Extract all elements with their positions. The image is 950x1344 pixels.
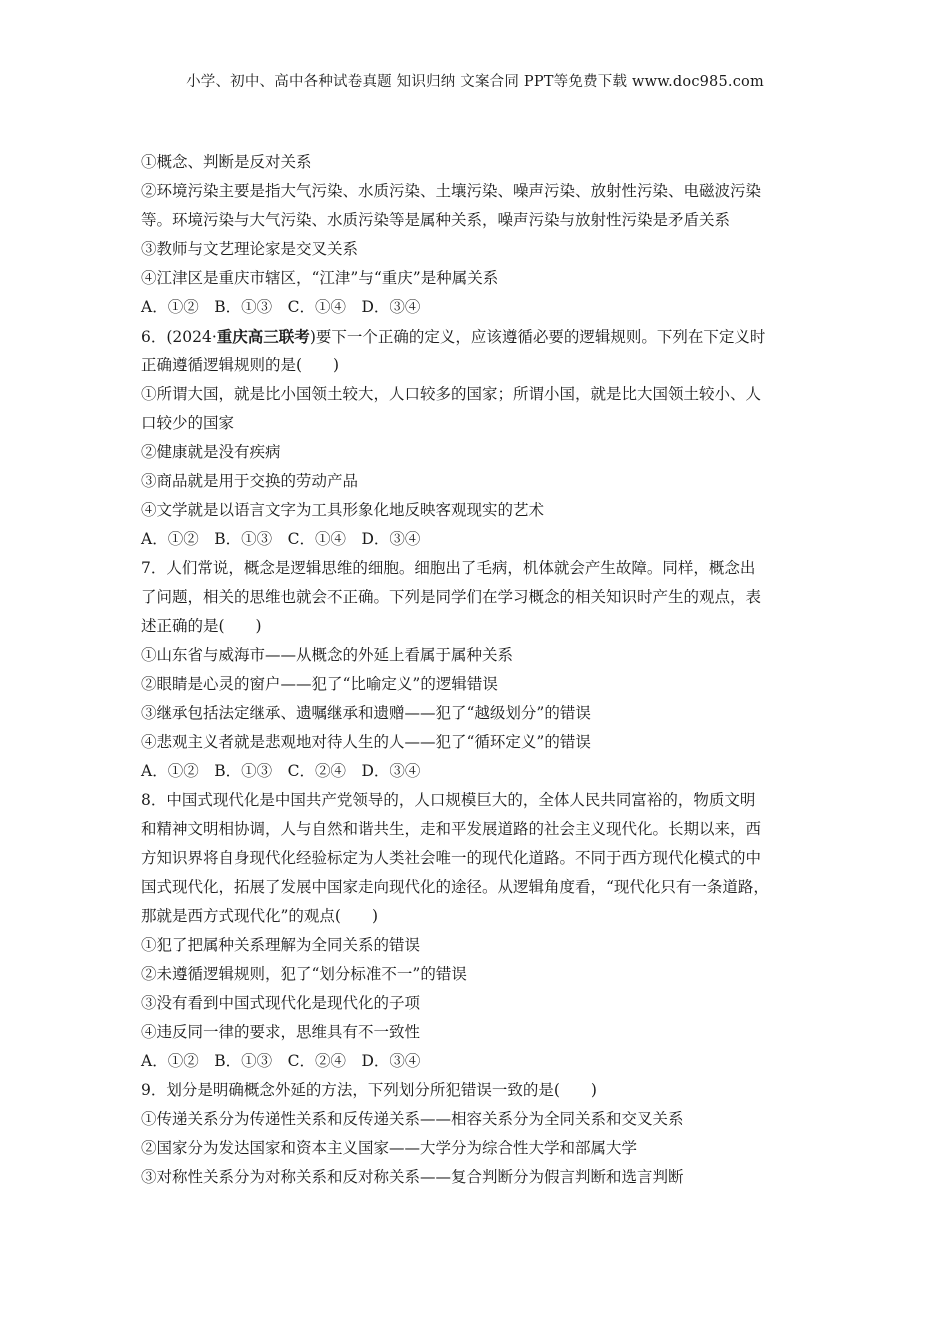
q7-option-2: ②眼睛是心灵的窗户——犯了“比喻定义”的逻辑错误 (141, 675, 498, 693)
q8-option-1: ①犯了把属种关系理解为全同关系的错误 (141, 936, 421, 954)
q6-option-2: ②健康就是没有疾病 (141, 443, 281, 461)
q7-option-3: ③继承包括法定继承、遗嘱继承和遗赠——犯了“越级划分”的错误 (141, 704, 591, 722)
q8-option-3: ③没有看到中国式现代化是现代化的子项 (141, 994, 421, 1012)
q6-choices: A．①② B．①③ C．①④ D．③④ (141, 530, 421, 548)
q6-option-1-line2: 口较少的国家 (141, 414, 235, 432)
q8-stem-line1: 8．中国式现代化是中国共产党领导的，人口规模巨大的，全体人民共同富裕的，物质文明 (141, 791, 756, 809)
q8-stem-line2: 和精神文明相协调，人与自然和谐共生，走和平发展道路的社会主义现代化。长期以来，西 (141, 820, 762, 838)
q9-option-1: ①传递关系分为传递性关系和反传递关系——相容关系分为全同关系和交叉关系 (141, 1110, 684, 1128)
q8-stem-line3: 方知识界将自身现代化经验标定为人类社会唯一的现代化道路。不同于西方现代化模式的中 (141, 849, 762, 867)
q7-option-4: ④悲观主义者就是悲观地对待人生的人——犯了“循环定义”的错误 (141, 733, 591, 751)
q7-choices: A．①② B．①③ C．②④ D．③④ (141, 762, 421, 780)
q5-option-2-line2: 等。环境污染与大气污染、水质污染等是属种关系，噪声污染与放射性污染是矛盾关系 (141, 211, 731, 229)
q6-stem-line2: 正确遵循逻辑规则的是( ) (141, 356, 340, 374)
q5-option-4: ④江津区是重庆市辖区，“江津”与“重庆”是种属关系 (141, 269, 499, 287)
q6-option-3: ③商品就是用于交换的劳动产品 (141, 472, 359, 490)
q9-option-3: ③对称性关系分为对称关系和反对称关系——复合判断分为假言判断和选言判断 (141, 1168, 684, 1186)
question-content (141, 148, 826, 1192)
q8-stem-line5: 那就是西方式现代化”的观点( ) (141, 907, 379, 925)
q7-stem-line3: 述正确的是( ) (141, 617, 262, 635)
q8-stem-line4: 国式现代化，拓展了发展中国家走向现代化的途径。从逻辑角度看，“现代化只有一条道路， (141, 878, 769, 896)
q7-stem-line1: 7．人们常说，概念是逻辑思维的细胞。细胞出了毛病，机体就会产生故障。同样，概念出 (141, 559, 756, 577)
q6-stem-a: )要下一个正确的定义，应该遵循必要的逻辑规则。下列在下定义时 (309, 328, 766, 346)
q6-stem-line1 (141, 322, 826, 351)
q8-choices: A．①② B．①③ C．②④ D．③④ (141, 1052, 421, 1070)
q6-option-4: ④文学就是以语言文字为工具形象化地反映客观现实的艺术 (141, 501, 545, 519)
q9-stem: 9．划分是明确概念外延的方法，下列划分所犯错误一致的是( ) (141, 1081, 597, 1099)
q5-choices: A．①② B．①③ C．①④ D．③④ (141, 298, 421, 316)
q9-option-2: ②国家分为发达国家和资本主义国家——大学分为综合性大学和部属大学 (141, 1139, 638, 1157)
q5-option-3: ③教师与文艺理论家是交叉关系 (141, 240, 359, 258)
q6-option-1-line1: ①所谓大国，就是比小国领土较大，人口较多的国家；所谓小国，就是比大国领土较小、人 (141, 385, 762, 403)
q6-number: 6．(2024· (141, 328, 217, 346)
q7-option-1: ①山东省与威海市——从概念的外延上看属于属种关系 (141, 646, 514, 664)
q5-option-2-line1: ②环境污染主要是指大气污染、水质污染、土壤污染、噪声污染、放射性污染、电磁波污染 (141, 182, 762, 200)
q8-option-2: ②未遵循逻辑规则，犯了“划分标准不一”的错误 (141, 965, 467, 983)
q5-option-1: ①概念、判断是反对关系 (141, 153, 312, 171)
page-header: 小学、初中、高中各种试卷真题 知识归纳 文案合同 PPT等免费下载 www.doc985.com (186, 74, 764, 90)
q6-source: 重庆高三联考 (216, 327, 310, 346)
q7-stem-line2: 了问题，相关的思维也就会不正确。下列是同学们在学习概念的相关知识时产生的观点，表 (141, 588, 762, 606)
q8-option-4: ④违反同一律的要求，思维具有不一致性 (141, 1023, 421, 1041)
